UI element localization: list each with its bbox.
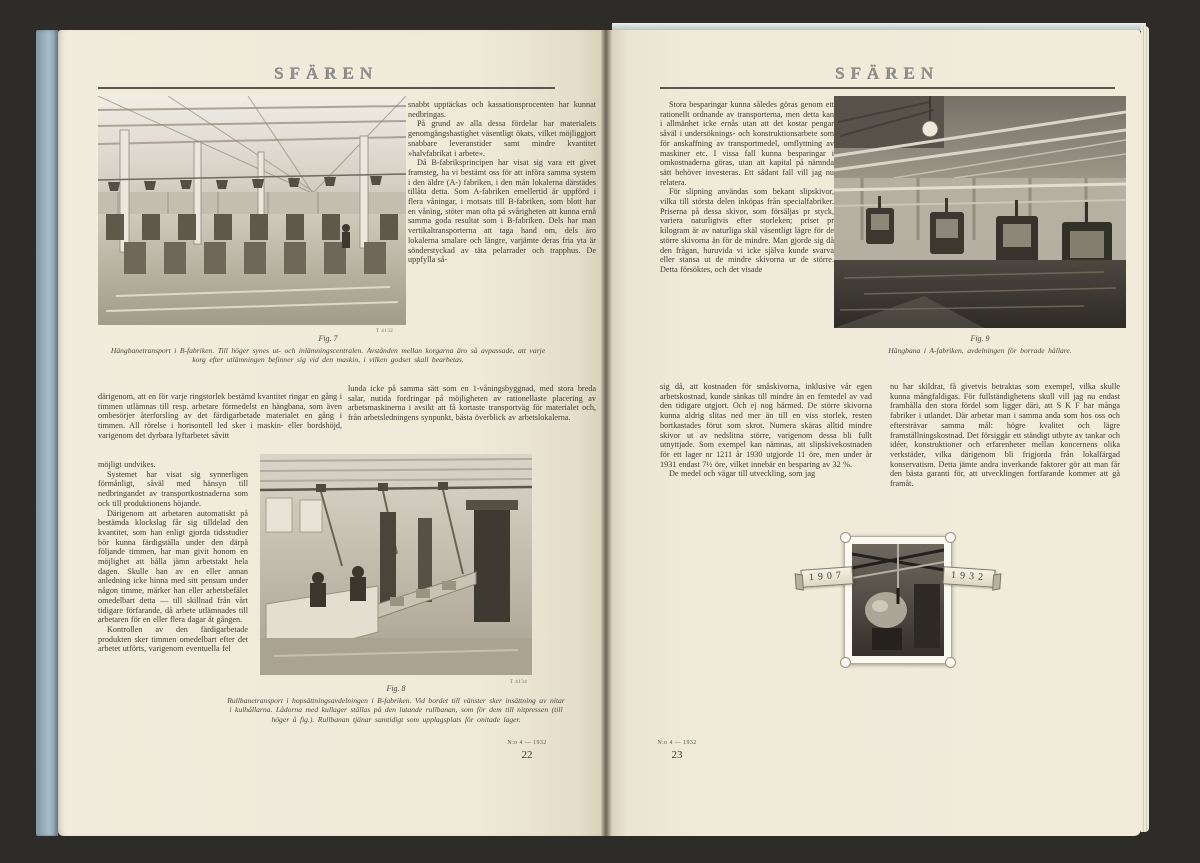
header-rule-right [660,87,1115,89]
frame-curl-ornament [945,532,956,543]
figure-8-photo-assembly-department-rollbana [260,454,532,675]
page-22 [58,30,601,836]
body-paragraph: möjligt undvikes. [98,460,156,469]
book-gutter-shadow [601,30,612,836]
figure-9-caption: Hängbana i A-fabriken, avdelningen för borrade hållare. [888,346,1072,355]
vignette-photo-frame [844,536,952,664]
body-paragraph: På grund av alla dessa fördelar har materialets genomgångshastighet väsentligt ökats, vilket möjliggjort snabbare leveranstider samt mindre kvantitet »halvfabrikat i arbete». [408,119,596,158]
body-paragraph: nu har skildrat, få givetvis betraktas som exempel, vilka skulle kunna mångfaldigas. För fullständighetens skull vill jag nu endast framhålla den stora fördel som ligger däri, att S K F har många fabriker i utlandet. Där arbetar man i samma anda som hos oss och eftersträvar samma mål: högre kvalitet och lägre framställningskostnad. Det försiggår ett ständigt utbyte av tankar och idéer, konstruktioner och erfarenheter mellan koncernens olika verkstäder, vilka därigenom bli frigjorda från lokalfärgad konservatism. Detta jämte andra inverkande faktorer gör att man får den bästa garanti för, att utvecklingen fortfarande kommer att gå framåt. [890,382,1120,489]
figure-7-photo-factory-hall-with-hangbana [98,96,406,325]
header-rule-left [98,87,555,89]
page-number-22: 22 [521,749,533,761]
body-paragraph: snabbt upptäckas och kassationsprocenten har kunnat nedbringas. [408,100,596,119]
body-column-left-b [98,392,342,441]
figure-9-block [818,96,1142,355]
running-head-right: SFÄREN [835,64,940,83]
book-cover-edge [36,30,58,836]
page-number-23: 23 [671,749,683,761]
body-paragraph: Systemet har visat sig synnerligen förmånligt, såväl med hänsyn till nedbringandet av transportkostnaderna som ock till produktionens höjande. [98,469,248,508]
figure-7-label: Fig. 7 [318,334,338,343]
issue-number: N:o 4 — 1932 [657,740,697,746]
body-column-left-c [348,384,596,423]
figure-7-caption-block [86,334,570,365]
body-paragraph: Stora besparingar kunna således göras genom ett rationellt ordnande av transporterna, men detta kan i allmänhet icke ernås utan att det kostar pengar såväl i undersöknings- och konstruktionsarbete som för anskaffning av transportmedel, omflyttning av maskiner etc. I vissa fall kunna besparingar i omkostnaderna göras, utan att kapital på nämnda sätt behöver investeras. Ett sådant fall vill jag nu relatera. [660,100,834,187]
running-head-left: SFÄREN [274,64,379,83]
issue-number: N:o 4 — 1932 [507,740,547,746]
banner-1932: 1932 [942,566,995,588]
body-column-right-c [890,382,1120,489]
banner-1907: 1907 [800,566,853,588]
body-paragraph: lunda icke på samma sätt som en 1-våningsbyggnad, med stora breda salar, nutida fordringar på möjligheten av rationellaste placering av arbetsmaskinerna i avsikt att få kortaste transportväg för materialet och, från arbetsledningens synpunkt, bästa överblick av arbetslokalerna. [348,384,596,423]
anniversary-vignette [780,536,1016,686]
frame-curl-ornament [945,657,956,668]
photo-id-mark: T 4132 [376,329,394,334]
figure-9-label: Fig. 9 [970,334,990,343]
figure-9-photo-hangbana-a-fabriken [834,96,1126,328]
vignette-photo-machine [852,544,944,656]
body-paragraph: Därigenom att arbetaren automatiskt på bestämda klockslag får sig tilldelad den kvantitet, som han enligt gjorda tidsstudier bör kunna färdigställa under den därpå följande timmen, har man givit honom en möjlighet att hålla jämn arbetstakt hela dagen. Skulle han av en eller annan anledning icke hinna med sitt pensum under någon timme, märker han eller arbetsbefälet omedelbart detta — till skillnad från vårt tidigare förfarande, då arbete utlämnades till arbetaren för en eller flera dagar åt gången. [98,508,248,625]
body-column-left-a [408,100,596,265]
body-paragraph: Kontrollen av den färdigarbetade produkten sker timmen omedelbart efter det arbetet utförts, varigenom eventuella fel [98,624,248,654]
page-footer-right [648,740,706,761]
body-paragraph: Då B-fabriksprincipen har visat sig vara ett givet framsteg, ha vi bestämt oss för att införa samma system i den äldre (A-) fabriken, i den mån lokalerna därstädes tillåta detta. Som A-fabriken emellertid är uppförd i flera våningar, i motsats till B-fabriken, som blott har en våning, stöter man ofta på svårigheten att kunna ernå samma goda resultat som i B-fabriken. Dels har man vertikaltransporterna att taga hand om, dels äro lokalerna smalare och längre, varjämte deras fria yta är sönderstyckad av täta pelarrader och trapphus. De uppfylla så- [408,158,596,265]
body-column-right-a [660,100,834,275]
body-paragraph: sig då, att kostnaden för småskivorna, inklusive vår egen arbetskostnad, kunde sänkas till mindre än en femtedel av vad den tidigare utgjort. Och ej nog härmed. De större skivorna kunna aldrig slitas ned mer än till en viss storlek, resten bortkastades förut som skrot. Numera skäras alltid mindre skivor ut av nedslitna större, varigenom dessa bli fullt utnyttjade. Som exempel kan nämnas, att slipskivekostnaden för ett lager nr 1211 år 1930 utgjorde 11 öre, men under år 1931 endast 7½ öre, vilket innebär en besparing av 32 %. [660,382,872,469]
body-column-right-b [660,382,872,479]
body-paragraph: därigenom, att en för varje ringstorlek bestämd kvantitet ringar en gång i timmen utlämnas till resp. arbetare förmedelst en hängbana, som även ombesörjer återforsling av det färdigarbetade materialet en gång i timmen. All rörelse i horisontell led sker i maskin- eller bordshöjd, varigenom det dyrbara lyftarbetet såvitt [98,392,342,440]
body-paragraph: De medel och vägar till utveckling, som jag [669,469,816,479]
figure-8-caption: Rullbanetransport i hopsättningsavdelningen i B-fabriken. Vid bordet till vänster sker insättning av nitar i kulhållarna. Lådorna med kullager ställas på den lutande rullbanan, som för dem till nitpressen (till höger å fig.). Rullbanan tjänar samtidigt som upplagsplats för onitade lager. [227,696,565,724]
frame-curl-ornament [840,532,851,543]
page-23 [612,30,1141,836]
figure-8-label: Fig. 8 [386,684,406,693]
frame-curl-ornament [840,657,851,668]
page-footer-left [498,740,556,761]
figure-7-caption: Hängbanetransport i B-fabriken. Till höger synes ut- och inlämningscentralen. Avstånden mellan korgarna äro så avpassade, att varje korg efter utlämningen befinner sig vid den maskin, i vilken godset skall bearbetas. [110,346,546,365]
page-stack-right-edge [1141,26,1149,832]
photo-id-mark: T 4134 [510,680,528,685]
body-paragraph: För slipning användas som bekant slipskivor, vilka till största delen inköpas från specialfabriker. Priserna på dessa skivor, som försäljas pr styck, variera naturligtvis efter storleken; priset pr kilogram är av naturliga skäl väsentligt lägre för de större skivorna än för de mindre. Man gjorde sig då den frågan, huruvida vi icke själva kunde svarva eller stansa ut de mindre skivorna ur de större. Detta försöktes, och det visade [660,187,834,274]
